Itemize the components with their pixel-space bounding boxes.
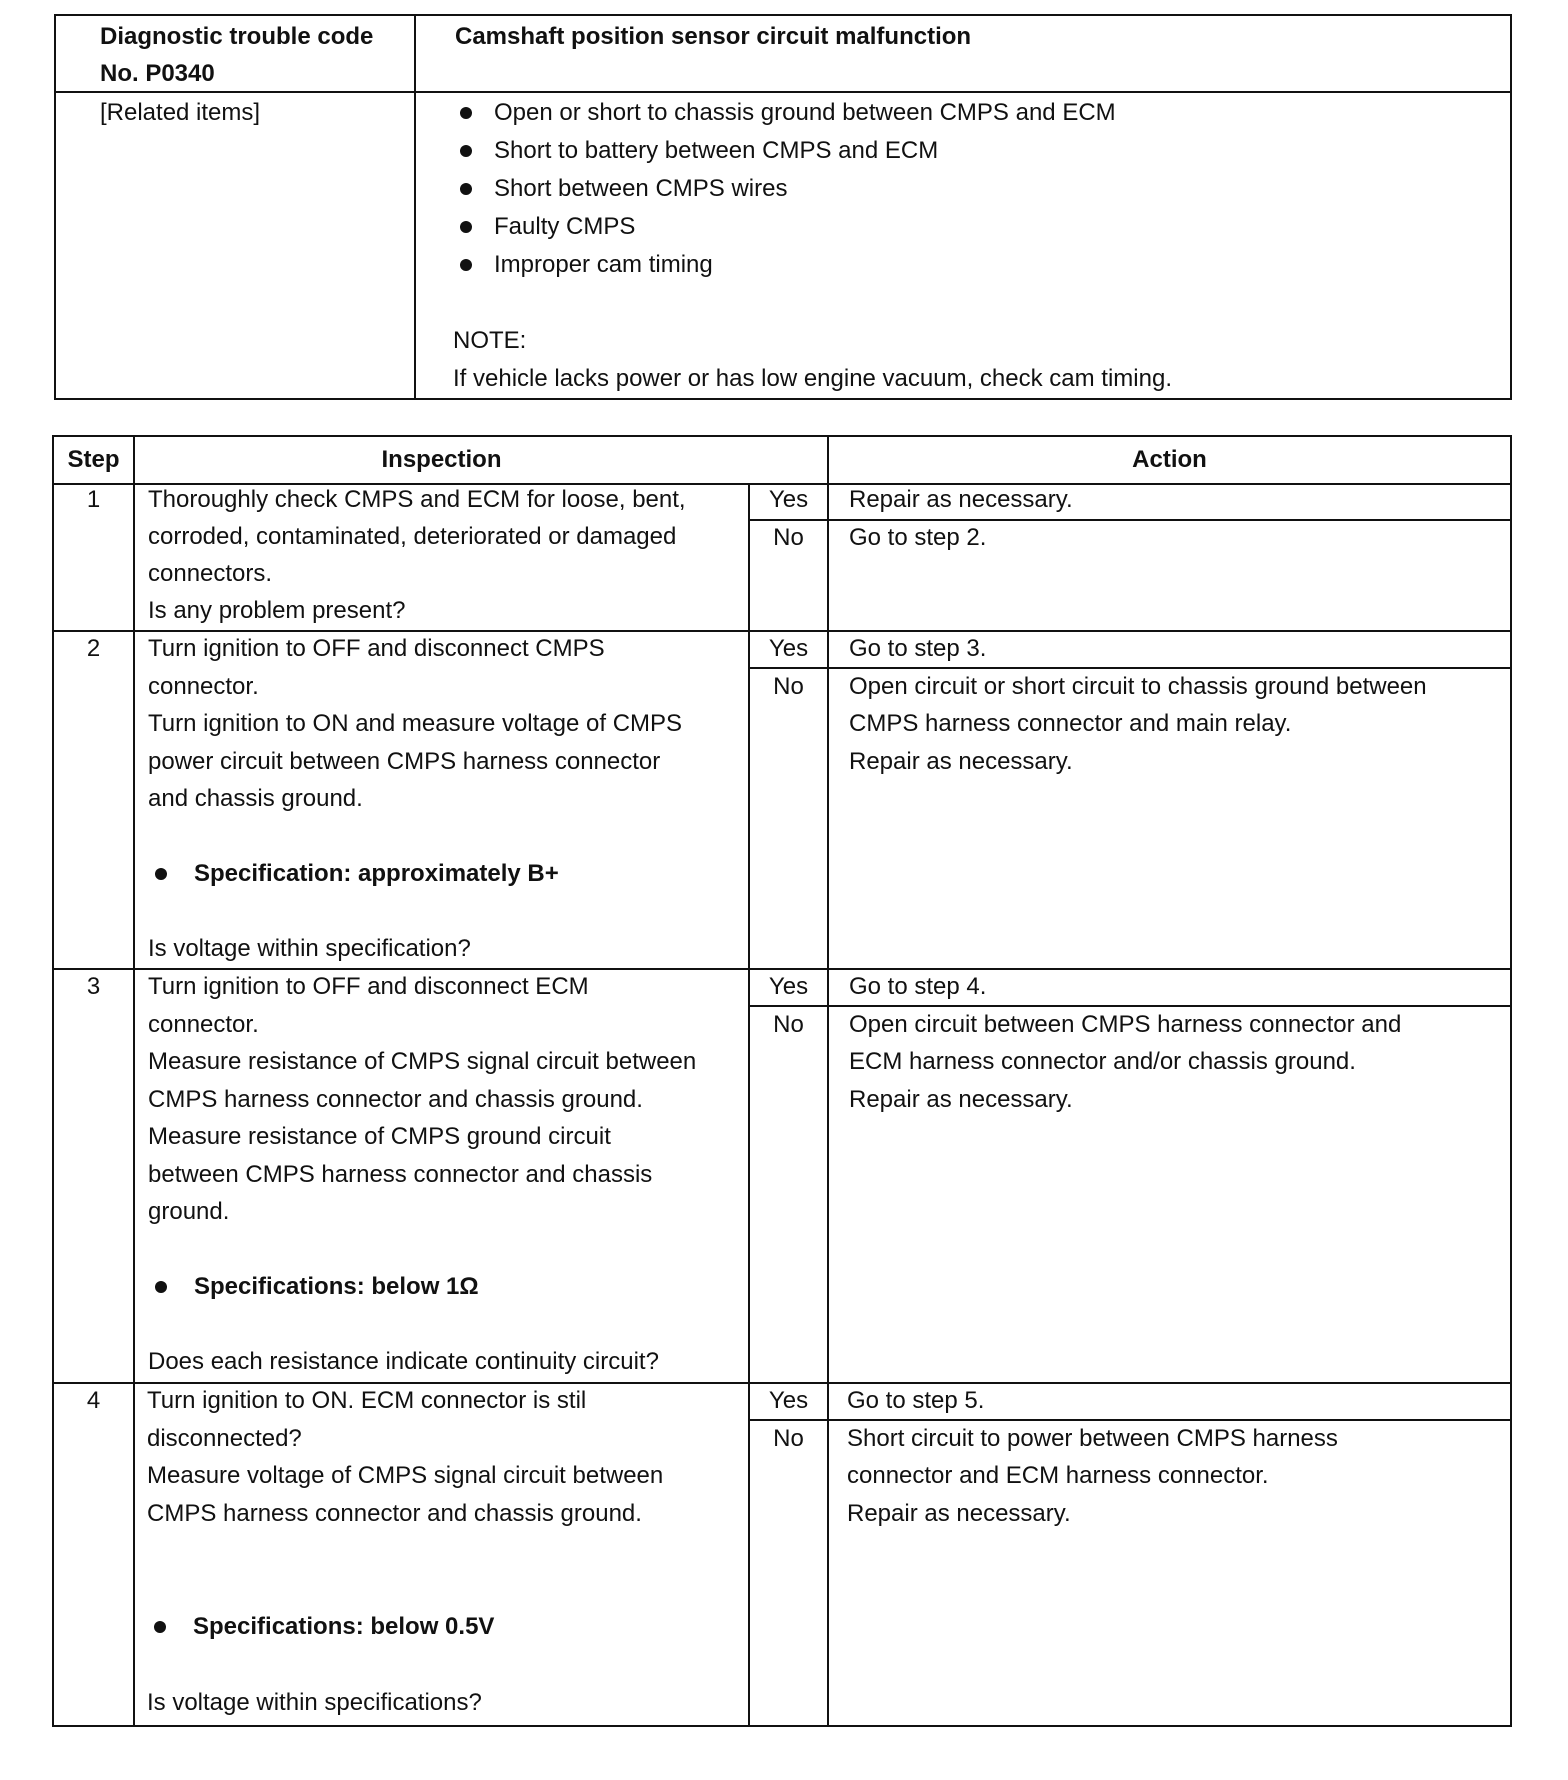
specification: Specifications: below 0.5V — [193, 1613, 495, 1640]
border-top — [54, 14, 1512, 16]
no-label: No — [773, 1425, 804, 1452]
inspection-question: Is voltage within specifications? — [147, 1689, 482, 1716]
no-action: Repair as necessary. — [849, 748, 1073, 775]
yes-label: Yes — [768, 1387, 809, 1414]
border-bottom — [52, 1725, 1512, 1727]
step-number: 3 — [86, 973, 101, 1000]
inspection-line: corroded, contaminated, deteriorated or damaged — [148, 523, 677, 550]
no-action: Open circuit or short circuit to chassis ground between — [849, 673, 1427, 700]
inspection-line: disconnected? — [147, 1425, 302, 1452]
no-action: connector and ECM harness connector. — [847, 1462, 1269, 1489]
yes-action: Go to step 5. — [847, 1387, 985, 1414]
border-top — [52, 435, 1512, 437]
dtc-label: Diagnostic trouble code — [100, 23, 374, 50]
yes-label: Yes — [768, 973, 809, 1000]
bullet-icon — [154, 1621, 166, 1633]
inspection-line: Turn ignition to ON and measure voltage of CMPS — [148, 710, 683, 737]
inspection-line: connectors. — [148, 560, 273, 587]
inspection-line: power circuit between CMPS harness connector — [148, 748, 661, 775]
inspection-line: Turn ignition to OFF and disconnect ECM — [148, 973, 589, 1000]
yes-label: Yes — [768, 635, 809, 662]
yes-action: Repair as necessary. — [849, 486, 1073, 513]
yes-action: Go to step 3. — [849, 635, 987, 662]
header-step: Step — [67, 446, 120, 473]
bullet-icon — [460, 183, 472, 195]
specification: Specification: approximately B+ — [194, 860, 559, 887]
no-action: Open circuit between CMPS harness connector and — [849, 1011, 1402, 1038]
bullet-icon — [460, 107, 472, 119]
bullet-icon — [460, 145, 472, 157]
list-item: Open or short to chassis ground between CMPS and ECM — [494, 99, 1116, 126]
note-text: If vehicle lacks power or has low engine vacuum, check cam timing. — [453, 365, 1172, 392]
inspection-line: connector. — [148, 1011, 259, 1038]
list-item: Faulty CMPS — [494, 213, 636, 240]
list-item: Improper cam timing — [494, 251, 713, 278]
border-row — [54, 91, 1512, 93]
specification: Specifications: below 1Ω — [194, 1273, 479, 1300]
no-action: Go to step 2. — [849, 524, 987, 551]
border-action-col — [827, 435, 829, 1727]
header-action: Action — [1132, 446, 1207, 473]
inspection-question: Is voltage within specification? — [148, 935, 471, 962]
inspection-line: Turn ignition to ON. ECM connector is stil — [147, 1387, 587, 1414]
bullet-icon — [155, 1281, 167, 1293]
step-number: 4 — [86, 1387, 101, 1414]
list-item: Short between CMPS wires — [494, 175, 788, 202]
inspection-line: connector. — [148, 673, 259, 700]
no-action: Repair as necessary. — [849, 1086, 1073, 1113]
no-action: Repair as necessary. — [847, 1500, 1071, 1527]
inspection-line: CMPS harness connector and chassis ground. — [147, 1500, 642, 1527]
inspection-line: Thoroughly check CMPS and ECM for loose, bent, — [148, 486, 686, 513]
border-step-col — [133, 435, 135, 1727]
border-bottom — [54, 398, 1512, 400]
note-label: NOTE: — [453, 327, 527, 354]
yes-label: Yes — [768, 486, 809, 513]
bullet-icon — [460, 221, 472, 233]
no-action: ECM harness connector and/or chassis ground. — [849, 1048, 1356, 1075]
yes-action: Go to step 4. — [849, 973, 987, 1000]
no-label: No — [773, 1011, 804, 1038]
bullet-icon — [460, 259, 472, 271]
bullet-icon — [155, 868, 167, 880]
inspection-line: Measure resistance of CMPS signal circuit between — [148, 1048, 697, 1075]
step-number: 1 — [86, 486, 101, 513]
no-label: No — [773, 524, 804, 551]
inspection-line: Measure resistance of CMPS ground circuit — [148, 1123, 611, 1150]
related-items-label: [Related items] — [100, 99, 261, 126]
border-right — [1510, 14, 1512, 400]
border-left — [52, 435, 54, 1727]
no-action: Short circuit to power between CMPS harness — [847, 1425, 1338, 1452]
inspection-line: ground. — [148, 1198, 230, 1225]
border-mid — [414, 14, 416, 400]
inspection-line: Turn ignition to OFF and disconnect CMPS — [148, 635, 605, 662]
inspection-line: Measure voltage of CMPS signal circuit between — [147, 1462, 664, 1489]
list-item: Short to battery between CMPS and ECM — [494, 137, 939, 164]
inspection-line: CMPS harness connector and chassis ground. — [148, 1086, 643, 1113]
dtc-number: No. P0340 — [100, 60, 215, 87]
inspection-line: between CMPS harness connector and chassis — [148, 1161, 653, 1188]
step-number: 2 — [86, 635, 101, 662]
inspection-question: Does each resistance indicate continuity circuit? — [148, 1348, 659, 1375]
dtc-title: Camshaft position sensor circuit malfunction — [455, 23, 972, 50]
no-action: CMPS harness connector and main relay. — [849, 710, 1292, 737]
inspection-line: and chassis ground. — [148, 785, 363, 812]
border-left — [54, 14, 56, 400]
border-right — [1510, 435, 1512, 1727]
inspection-line: Is any problem present? — [148, 597, 406, 624]
no-label: No — [773, 673, 804, 700]
header-inspection: Inspection — [381, 446, 502, 473]
